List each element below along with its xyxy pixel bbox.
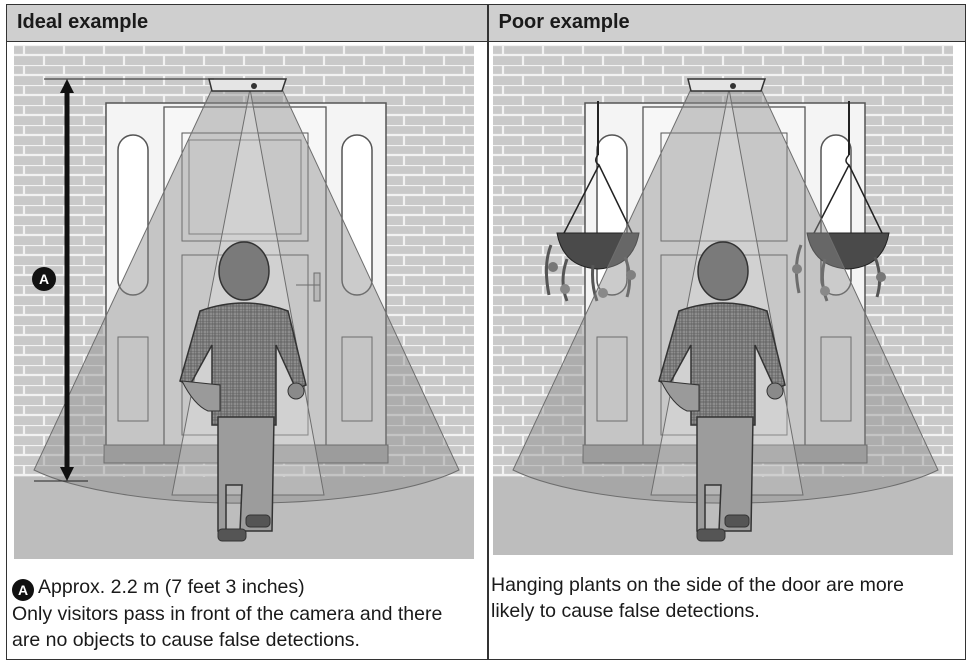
header-ideal-label: Ideal example bbox=[17, 11, 149, 33]
marker-a-badge-caption: A bbox=[12, 579, 34, 601]
header-ideal bbox=[7, 5, 487, 42]
header-poor-label: Poor example bbox=[498, 11, 630, 33]
ideal-caption bbox=[12, 574, 474, 653]
ideal-illustration bbox=[14, 45, 474, 559]
camera-device bbox=[209, 79, 286, 91]
ideal-caption-body: Only visitors pass in front of the camera and there are no objects to cause false detections. bbox=[12, 603, 443, 651]
height-note-text: Approx. 2.2 m (7 feet 3 inches) bbox=[38, 576, 305, 598]
marker-a-label: A bbox=[38, 271, 50, 287]
column-divider bbox=[487, 5, 489, 659]
poor-illustration bbox=[493, 45, 953, 555]
header-poor bbox=[489, 5, 965, 42]
height-note bbox=[12, 574, 474, 601]
poor-caption-body: Hanging plants on the side of the door are more likely to cause false detections. bbox=[491, 574, 905, 622]
camera-device bbox=[688, 79, 765, 91]
poor-caption bbox=[491, 572, 951, 624]
